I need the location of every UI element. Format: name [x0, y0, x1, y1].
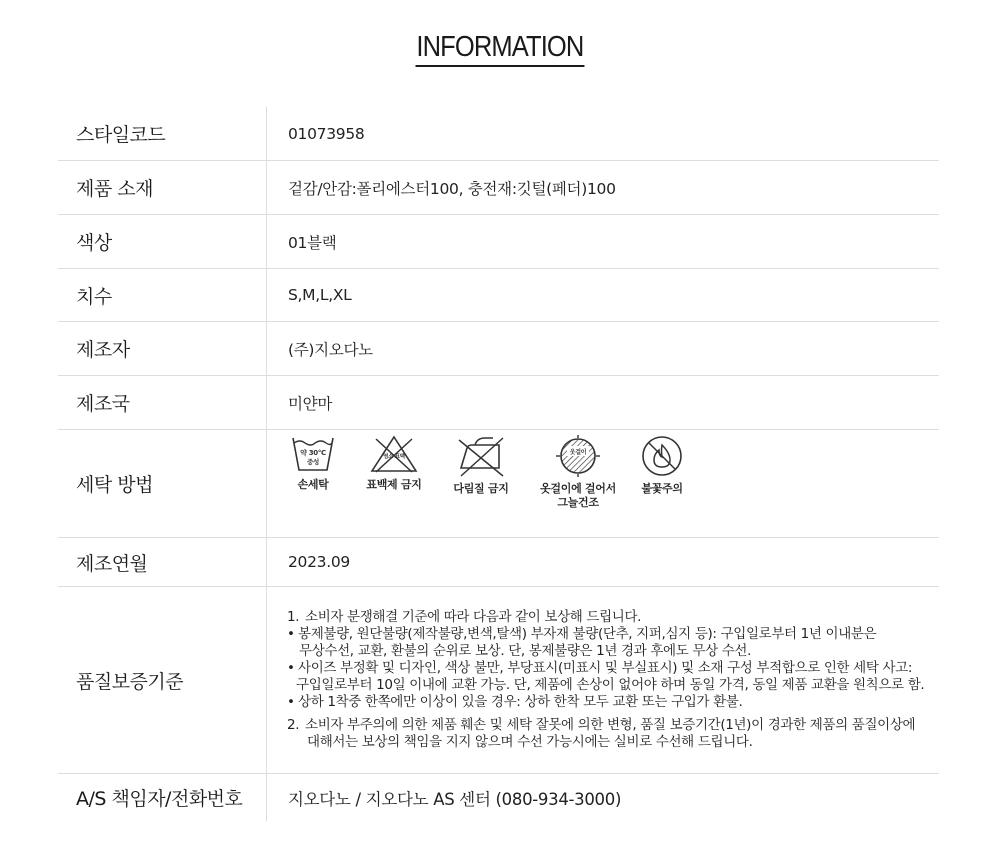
- row-label: 품질보증기준: [58, 587, 267, 773]
- row-date: [58, 538, 939, 587]
- hand-wash-icon: [291, 434, 335, 474]
- row-washing: [58, 430, 939, 538]
- bullet: •: [287, 694, 295, 710]
- quality-bullet-1-cont: 무상수선, 교환, 환불의 순위로 보상. 단, 봉제불량은 1년 경과 후에도 무상 수선.: [299, 643, 752, 659]
- item-text: 소비자 부주의에 의한 제품 훼손 및 세탁 잘못에 의한 변형, 품질 보증기간(1년)이 경과한 제품의 품질이상에: [305, 717, 916, 733]
- care-hand-wash: [283, 434, 343, 492]
- row-color: [58, 215, 939, 269]
- quality-bullet-3: [287, 694, 742, 711]
- care-label: 다림질 금지: [453, 482, 509, 495]
- row-label: 제조연월: [58, 538, 267, 586]
- care-label: 옷걸이에 걸어서 그늘건조: [540, 482, 616, 509]
- row-value: 2023.09: [288, 553, 350, 571]
- row-label: 치수: [58, 269, 267, 321]
- quality-text: [267, 587, 939, 773]
- item-text: 상하 1착중 한쪽에만 이상이 있을 경우: 상하 한착 모두 교환 또는 구입가 환불.: [298, 694, 743, 710]
- item-text: 소비자 분쟁해결 기준에 따라 다음과 같이 보상해 드립니다.: [305, 609, 642, 625]
- quality-item-2-cont: 대해서는 보상의 책임을 지지 않으며 수선 가능시에는 실비로 수선해 드립니다.: [307, 734, 753, 750]
- row-value: 미얀마: [288, 394, 333, 413]
- care-label: 손세탁: [297, 478, 329, 491]
- row-label: A/S 책임자/전화번호: [58, 774, 267, 821]
- quality-bullet-2: [287, 660, 912, 677]
- bullet: •: [287, 626, 295, 642]
- row-as: [58, 774, 939, 821]
- care-hang-dry: [533, 434, 623, 510]
- row-value: 01073958: [288, 124, 365, 143]
- hand-wash-neutral: 중성: [307, 458, 319, 466]
- row-label: 세탁 방법: [58, 430, 267, 537]
- no-bleach-icon: [369, 434, 419, 474]
- row-size: [58, 269, 939, 322]
- row-value: 01블랙: [288, 233, 337, 252]
- title-area: [0, 0, 1000, 78]
- quality-item-1: [287, 609, 641, 626]
- row-label: 색상: [58, 215, 267, 268]
- no-iron-icon: [455, 434, 507, 478]
- care-no-iron: [443, 434, 519, 496]
- row-label: 제조국: [58, 376, 267, 429]
- hang-dry-shade-icon: [555, 434, 601, 478]
- row-value: S,M,L,XL: [288, 286, 352, 304]
- quality-item-2: [287, 717, 915, 734]
- hand-wash-temp: 약 30°C: [300, 449, 326, 457]
- quality-bullet-1: [287, 626, 876, 643]
- quality-bullet-2-cont: 구입일로부터 10일 이내에 교환 가능. 단, 제품에 손상이 없어야 하며 동일 가격, 동일 제품 교환을 원칙으로 함.: [296, 677, 925, 693]
- care-label: 표백제 금지: [366, 478, 422, 491]
- row-value: (주)지오다노: [288, 340, 373, 359]
- row-value: 겉감/안감:폴리에스터100, 충전재:깃털(페더)100: [288, 179, 616, 198]
- fire-caution-icon: [640, 434, 684, 478]
- care-fire-caution: [629, 434, 695, 496]
- row-value: 지오다노 / 지오다노 AS 센터 (080-934-3000): [288, 789, 622, 809]
- care-icons: [267, 430, 939, 537]
- care-label: 불꽃주의: [641, 482, 683, 495]
- item-number: 2.: [287, 717, 300, 733]
- row-material: [58, 161, 939, 215]
- row-quality: [58, 587, 939, 774]
- info-table: [58, 107, 939, 821]
- row-manufacturer: [58, 322, 939, 376]
- row-country: [58, 376, 939, 430]
- care-no-bleach: [355, 434, 433, 492]
- item-text: 사이즈 부정확 및 디자인, 색상 불만, 부당표시(미표시 및 부실표시) 및 소재 구성 부적합으로 인한 세탁 사고:: [298, 660, 913, 676]
- item-number: 1.: [287, 609, 300, 625]
- no-bleach-text: 염소 표백: [383, 454, 405, 460]
- bullet: •: [287, 660, 295, 676]
- item-text: 봉제불량, 원단불량(제작불량,변색,탈색) 부자재 불량(단추, 지퍼,심지 등): 구입일로부터 1년 이내분은: [298, 626, 877, 642]
- row-label: 제조자: [58, 322, 267, 375]
- hang-dry-text: 옷걸이: [569, 449, 587, 456]
- page-title: INFORMATION: [416, 30, 585, 67]
- row-label: 제품 소재: [58, 161, 267, 214]
- row-style-code: [58, 107, 939, 161]
- row-label: 스타일코드: [58, 107, 267, 160]
